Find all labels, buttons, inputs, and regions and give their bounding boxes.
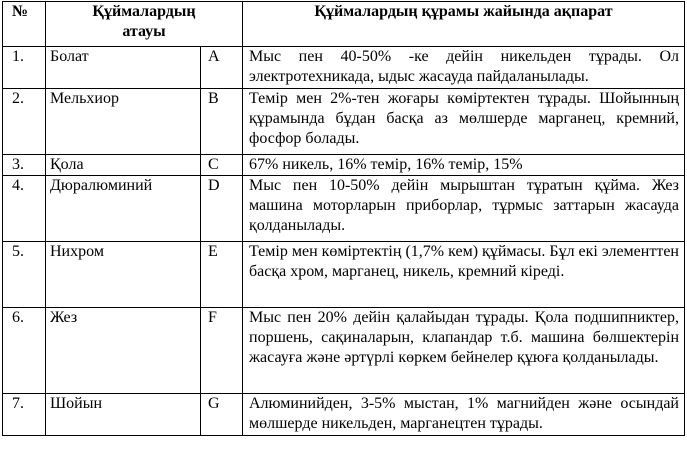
table-row — [3, 176, 685, 242]
alloy-name: Мельхиор — [46, 89, 201, 155]
option-letter: G — [201, 394, 243, 436]
table-row — [3, 394, 685, 436]
option-letter: D — [201, 176, 243, 242]
option-letter: B — [201, 89, 243, 155]
composition-info: Мыс пен 40-50% -ке дейін никельден тұрады. Ол электротехникада, ыдыс жасауда пайдаланылады. — [243, 47, 685, 89]
row-number: 3. — [3, 155, 46, 176]
header-alloy-name — [46, 2, 243, 47]
alloy-name: Нихром — [46, 242, 201, 308]
composition-info: Темір мен 2%-тен жоғары көміртектен тұрады. Шойынның құрамында бұдан басқа аз мөлшерде марганец, кремний, фосфор болады. — [243, 89, 685, 155]
alloy-name: Жез — [46, 308, 201, 394]
row-number: 1. — [3, 47, 46, 89]
alloy-name: Болат — [46, 47, 201, 89]
alloys-table — [2, 1, 685, 436]
header-alloy-name-line2: атауы — [122, 23, 166, 40]
table-row — [3, 89, 685, 155]
option-letter: A — [201, 47, 243, 89]
option-letter: C — [201, 155, 243, 176]
row-number: 4. — [3, 176, 46, 242]
header-composition-info: Құймалардың құрамы жайында ақпарат — [243, 2, 685, 47]
option-letter: F — [201, 308, 243, 394]
composition-info: Мыс пен 10-50% дейін мырыштан тұратын құйма. Жез машина моторларын приборлар, тұрмыс заттарын жасауда қолданылады. — [243, 176, 685, 242]
table-row — [3, 155, 685, 176]
composition-info: Алюминийден, 3-5% мыстан, 1% магнийден және осындай мөлшерде никельден, марганецтен тұрады. — [243, 394, 685, 436]
header-number: № — [3, 2, 46, 47]
row-number: 5. — [3, 242, 46, 308]
table-row — [3, 242, 685, 308]
row-number: 2. — [3, 89, 46, 155]
composition-info: Темір мен көміртектің (1,7% кем) құймасы. Бұл екі элементтен басқа хром, марганец, никель, кремний кіреді. — [243, 242, 685, 308]
alloy-name: Қола — [46, 155, 201, 176]
composition-info: 67% никель, 16% темір, 16% темір, 15% — [243, 155, 685, 176]
row-number: 7. — [3, 394, 46, 436]
table-row — [3, 47, 685, 89]
alloy-name: Дюралюминий — [46, 176, 201, 242]
composition-info: Мыс пен 20% дейін қалайыдан тұрады. Қола подшипниктер, поршень, сақиналарын, клапандар т.б. машина бөлшектерін жасауға және әртүрлі көркем бейнелер құюға қолданылады. — [243, 308, 685, 394]
header-alloy-name-line1: Құймалардың — [92, 3, 196, 20]
alloy-name: Шойын — [46, 394, 201, 436]
table-row — [3, 308, 685, 394]
table-header-row — [3, 2, 685, 47]
row-number: 6. — [3, 308, 46, 394]
option-letter: E — [201, 242, 243, 308]
